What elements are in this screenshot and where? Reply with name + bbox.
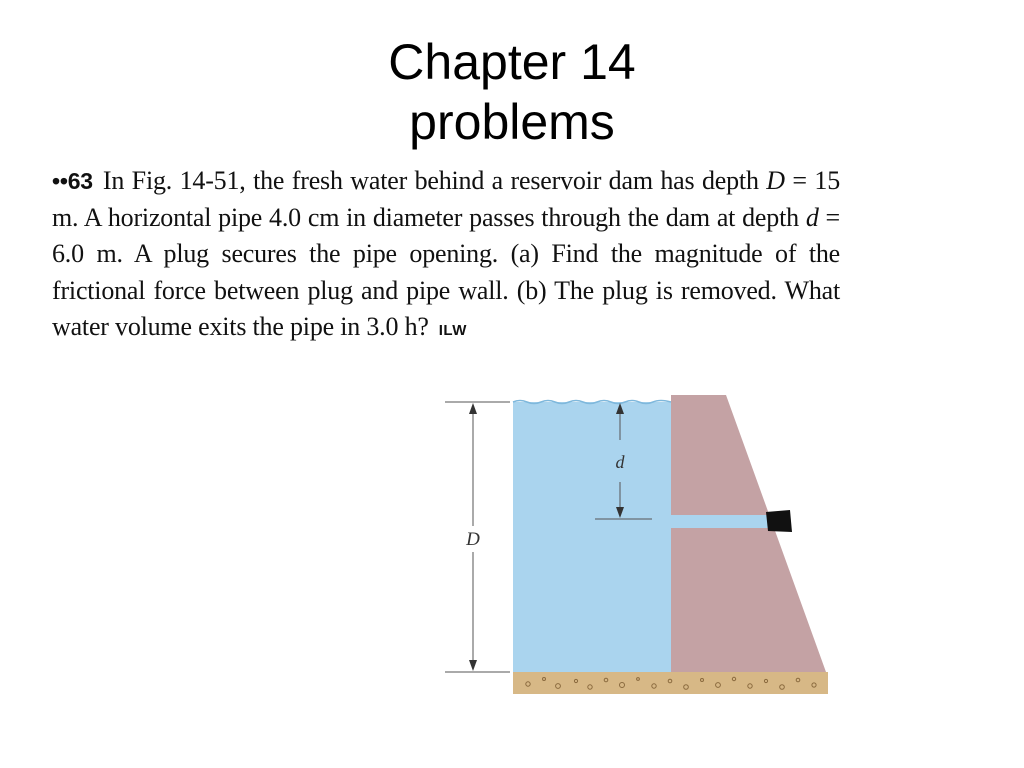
- problem-number: ••63: [52, 168, 93, 194]
- problem-text-part-2: = 15 m. A horizontal pipe 4.0 cm in diameter passes through the dam at depth: [52, 166, 840, 232]
- problem-text-part-3: = 6.0 m. A plug secures the pipe opening. (a) Find the magnitude of the frictional force between plug and pipe wall. (b) The plug is removed. What water volume exits the pipe in 3.0 h?: [52, 202, 841, 341]
- slide-title-line-2: problems: [409, 94, 615, 150]
- slide-title-line-1: Chapter 14: [388, 34, 636, 90]
- variable-D: D: [766, 166, 785, 195]
- depth-D-arrowhead-up: [469, 403, 477, 414]
- depth-D-label: D: [466, 529, 480, 550]
- ilw-tag: ILW: [438, 322, 467, 339]
- water-region: [513, 402, 671, 672]
- dam-wall: [671, 395, 826, 672]
- depth-D-arrowhead-down: [469, 660, 477, 671]
- dam-diagram: [440, 390, 840, 700]
- dam-figure: [440, 390, 840, 700]
- plug: [766, 510, 792, 532]
- problem-statement: [52, 163, 840, 350]
- slide-title: [0, 32, 1024, 152]
- problem-text-part-1: In Fig. 14-51, the fresh water behind a reservoir dam has depth: [102, 166, 767, 195]
- depth-d-label: d: [615, 452, 625, 472]
- variable-d: d: [805, 202, 819, 232]
- pipe: [671, 515, 768, 528]
